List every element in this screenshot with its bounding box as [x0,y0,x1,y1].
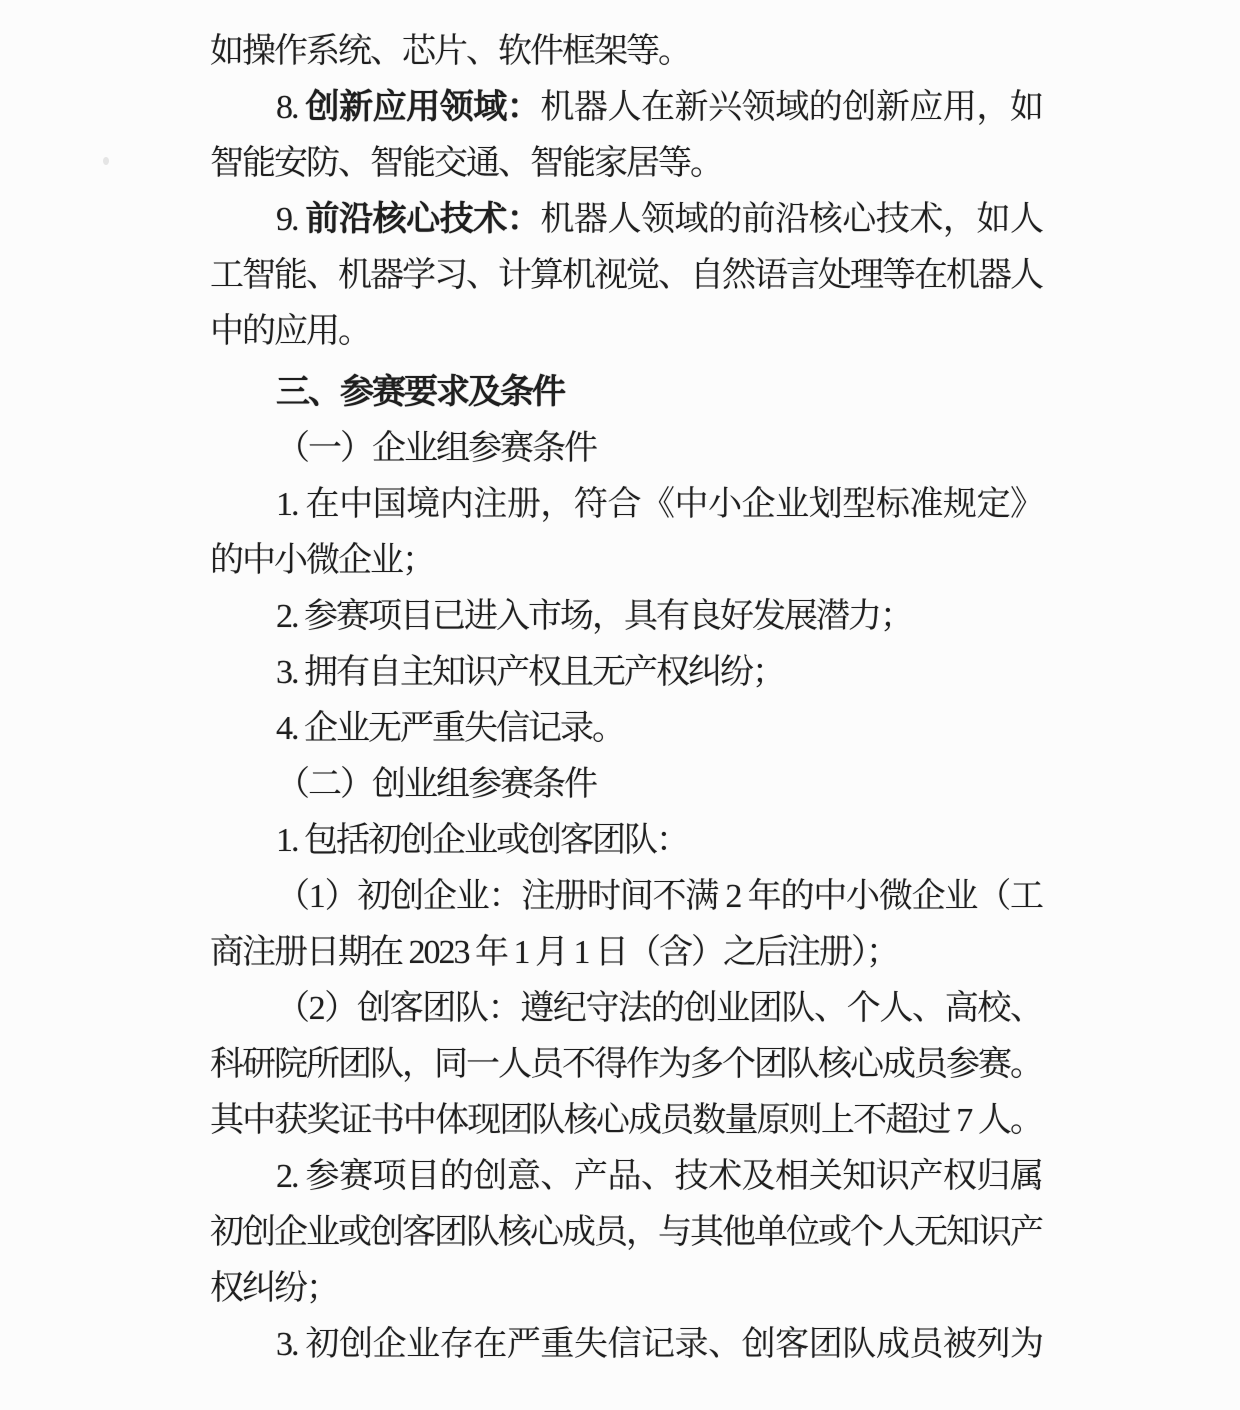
text-line [210,589,1042,645]
text-line [210,421,1042,477]
text-line [210,1093,1042,1149]
text-run: 初创企业或创客团队核心成员，与其他单位或个人无知识产 [210,1214,1042,1251]
text-run-bold: 创新应用领域： [305,89,541,126]
text-run: 权纠纷； [210,1270,338,1307]
text-line [210,1037,1042,1093]
text-run: 1. 在中国境内注册，符合《中小企业划型标准规定》 [276,486,1042,523]
text-run: 工智能、机器学习、计算机视觉、自然语言处理等在机器人 [210,257,1042,294]
text-run: （1）初创企业：注册时间不满 2 年的中小微企业（工 [276,878,1042,915]
text-run: 2. 参赛项目的创意、产品、技术及相关知识产权归属 [276,1158,1042,1195]
text-run: 的中小微企业； [210,542,434,579]
text-run: （一）企业组参赛条件 [276,430,596,467]
text-line [210,701,1042,757]
section-heading-line [210,365,1042,421]
text-line [210,304,1042,360]
scan-artifact [103,157,109,165]
text-line [210,1149,1042,1205]
text-line [210,1317,1042,1373]
text-run: 2. 参赛项目已进入市场，具有良好发展潜力； [276,598,912,635]
text-line [210,24,1042,80]
text-line [210,925,1042,981]
text-run: 8. [276,89,306,126]
text-run: 9. [276,201,306,238]
text-run-bold: 前沿核心技术： [305,201,541,238]
text-run: 其中获奖证书中体现团队核心成员数量原则上不超过 7 人。 [210,1102,1042,1139]
text-line [210,645,1042,701]
text-run: 智能安防、智能交通、智能家居等。 [210,145,722,182]
text-run: 机器人领域的前沿核心技术，如人 [540,201,1043,238]
text-run: 科研院所团队，同一人员不得作为多个团队核心成员参赛。 [210,1046,1042,1083]
text-line [210,136,1042,192]
text-line [210,757,1042,813]
text-line [210,1205,1042,1261]
text-line [210,813,1042,869]
text-run: 4. 企业无严重失信记录。 [276,710,624,747]
text-run: 3. 初创企业存在严重失信记录、创客团队成员被列为 [276,1326,1042,1363]
text-run: 1. 包括初创企业或创客团队： [276,822,688,859]
text-line [210,981,1042,1037]
text-line [210,477,1042,533]
text-run: （2）创客团队：遵纪守法的创业团队、个人、高校、 [276,990,1042,1027]
text-line [210,869,1042,925]
text-run: 如操作系统、芯片、软件框架等。 [210,33,690,70]
text-run: （二）创业组参赛条件 [276,766,596,803]
text-run: 中的应用。 [210,313,370,350]
document-text [210,24,1042,1373]
text-run: 商注册日期在 2023 年 1 月 1 日（含）之后注册）； [210,934,898,971]
text-line [210,1261,1042,1317]
text-run: 3. 拥有自主知识产权且无产权纠纷； [276,654,784,691]
text-run-bold: 三、参赛要求及条件 [276,374,564,411]
text-line [210,533,1042,589]
text-line [210,80,1042,136]
text-line [210,192,1042,248]
text-line [210,248,1042,304]
text-run: 机器人在新兴领域的创新应用，如 [540,89,1043,126]
